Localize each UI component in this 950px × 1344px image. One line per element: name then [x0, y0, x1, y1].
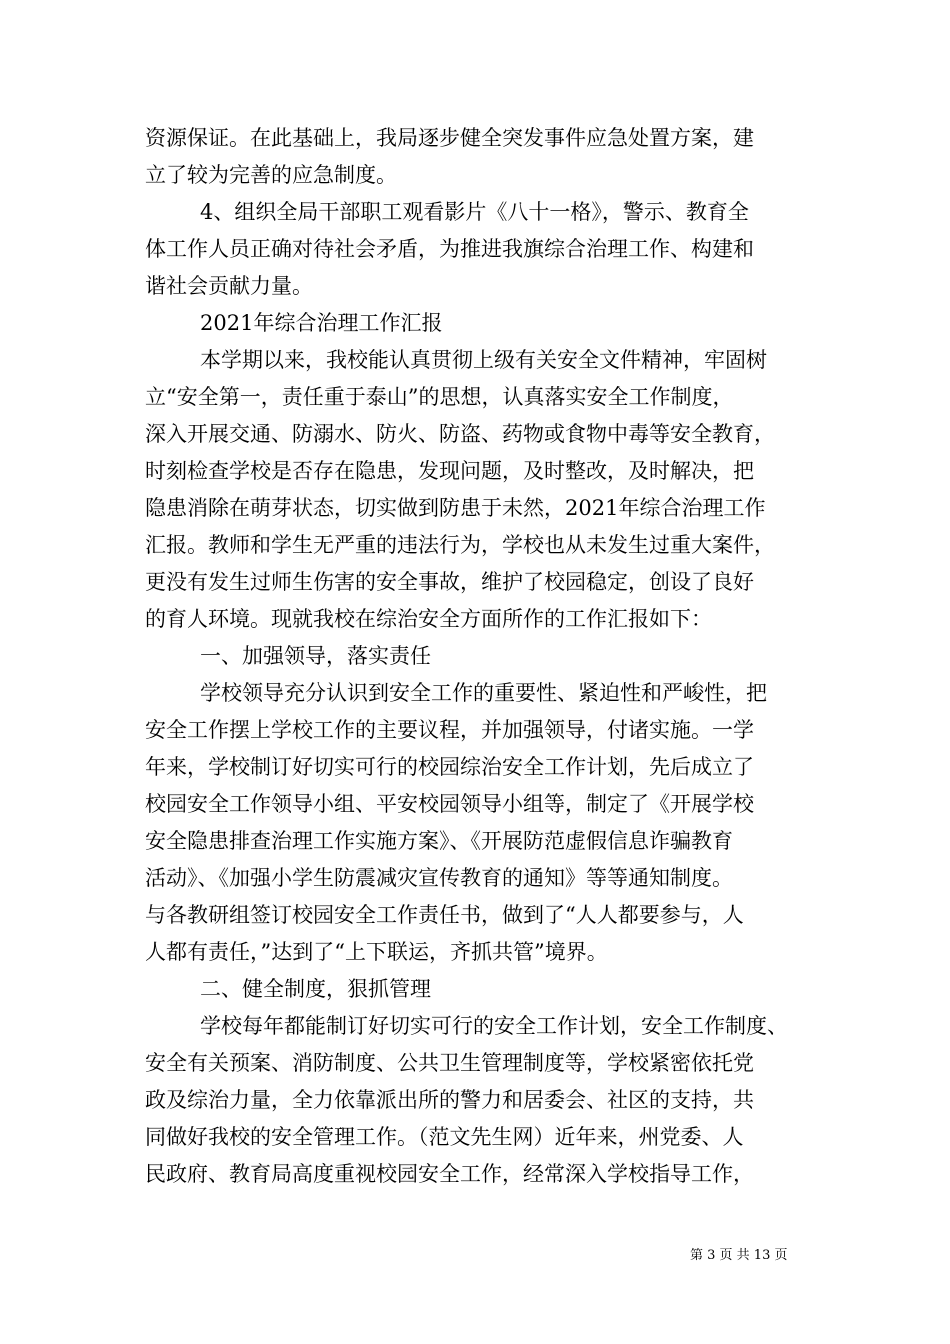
body-line: 深入开展交通、防溺水、防火、防盗、药物或食物中毒等安全教育，: [145, 422, 775, 446]
body-line: 安全有关预案、消防制度、公共卫生管理制度等，学校紧密依托党: [145, 1051, 754, 1075]
body-line: 安全隐患排查治理工作实施方案》、《开展防范虚假信息诈骗教育: [145, 829, 733, 853]
body-line: 安全工作摆上学校工作的主要议程，并加强领导，付诸实施。一学: [145, 718, 754, 742]
body-line: 时刻检查学校是否存在隐患，发现问题，及时整改，及时解决，把: [145, 459, 754, 483]
body-line: 本学期以来，我校能认真贯彻上级有关安全文件精神，牢固树: [200, 348, 767, 372]
body-line: 年来，学校制订好切实可行的校园综治安全工作计划，先后成立了: [145, 755, 754, 779]
section-heading: 二、健全制度，狠抓管理: [200, 977, 431, 1001]
body-line: 校园安全工作领导小组、平安校园领导小组等，制定了《开展学校: [145, 792, 754, 816]
body-line: 人都有责任，”达到了“上下联运，齐抓共管”境界。: [145, 940, 608, 964]
body-line: 立“安全第一，责任重于泰山”的思想，认真落实安全工作制度，: [145, 385, 734, 409]
body-line: 与各教研组签订校园安全工作责任书，做到了“人人都要参与，人: [145, 903, 744, 927]
section-heading: 一、加强领导，落实责任: [200, 644, 431, 668]
section-title: 2021年综合治理工作汇报: [200, 311, 443, 335]
body-line: 立了较为完善的应急制度。: [145, 163, 397, 187]
body-line: 学校每年都能制订好切实可行的安全工作计划，安全工作制度、: [200, 1014, 788, 1038]
body-line: 4、组织全局干部职工观看影片《八十一格》，警示、教育全: [200, 200, 749, 224]
body-line: 隐患消除在萌芽状态，切实做到防患于未然，2021年综合治理工作: [145, 496, 766, 520]
body-line: 体工作人员正确对待社会矛盾，为推进我旗综合治理工作、构建和: [145, 237, 754, 261]
body-line: 民政府、教育局高度重视校园安全工作，经常深入学校指导工作，: [145, 1162, 754, 1186]
body-line: 活动》、《加强小学生防震减灾宣传教育的通知》等等通知制度。: [145, 866, 733, 890]
body-line: 学校领导充分认识到安全工作的重要性、紧迫性和严峻性，把: [200, 681, 767, 705]
body-line: 同做好我校的安全管理工作。（范文先生网）近年来，州党委、人: [145, 1125, 744, 1149]
body-line: 谐社会贡献力量。: [145, 274, 313, 298]
page-number: 第 3 页 共 13 页: [690, 1248, 788, 1263]
body-line: 政及综治力量，全力依靠派出所的警力和居委会、社区的支持，共: [145, 1088, 754, 1112]
body-line: 汇报。教师和学生无严重的违法行为，学校也从未发生过重大案件，: [145, 533, 775, 557]
body-line: 的育人环境。现就我校在综治安全方面所作的工作汇报如下：: [145, 607, 712, 631]
body-line: 更没有发生过师生伤害的安全事故，维护了校园稳定，创设了良好: [145, 570, 754, 594]
body-line: 资源保证。在此基础上，我局逐步健全突发事件应急处置方案，建: [145, 126, 754, 150]
